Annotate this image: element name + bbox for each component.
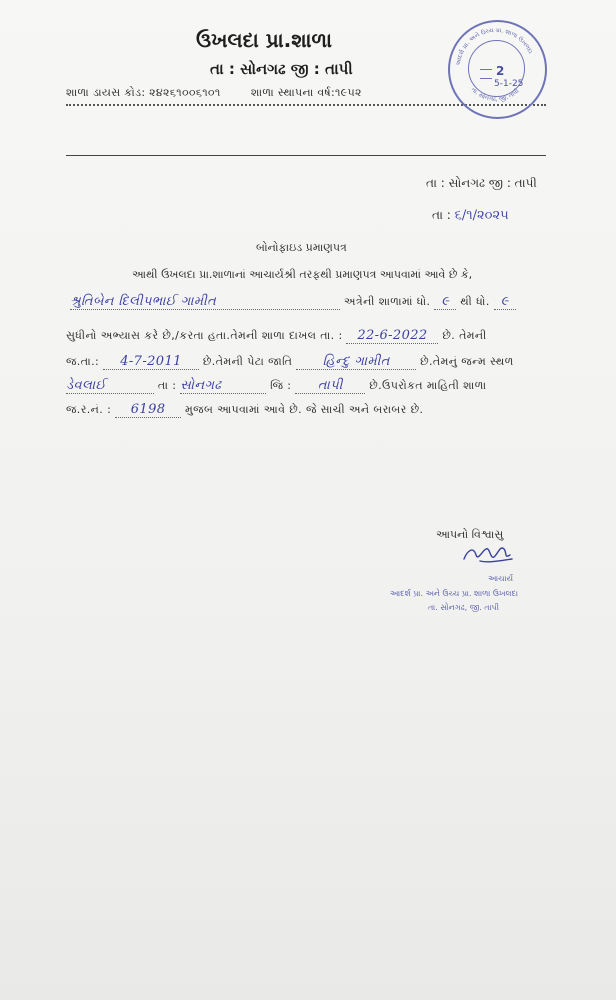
line4-text-b: જિ : <box>270 379 292 392</box>
dice-code: શાળા ડાયસ કોડ: ૨૪૨૬૧૦૦૬૧૦૧ <box>66 86 221 99</box>
certificate-heading: બોનોફાઇડ પ્રમાણપત્ર <box>256 241 347 254</box>
stamp-top-text: આદર્શ પ્રા. અને ઉચ્ચ પ્રા. શાળા ઉખલદા <box>454 26 534 67</box>
line2-text-a: સુધીનો અભ્યાસ કરે છે,/કરતા હતા.તેમની શાળા દાખલ તા. : <box>66 329 343 342</box>
certificate-line-4 <box>66 378 486 394</box>
principal-signature <box>460 539 516 567</box>
school-name: ઉખલદા પ્રા.શાળા <box>196 28 333 52</box>
student-name: શ્રુતિબેન દિલીપભાઈ ગામીત <box>70 294 340 310</box>
established-year: શાળા સ્થાપના વર્ષ:૧૯૫૨ <box>250 86 362 99</box>
header-divider <box>66 155 546 156</box>
certificate-line-2 <box>66 328 487 344</box>
date-prefix: તા : <box>432 208 451 222</box>
line3-text-b: છે.તેમની પેટા જાતિ <box>202 355 293 368</box>
line5-text-b: મુજબ આપવામાં આવે છે. જે સાચી અને બરાબર છે. <box>185 403 424 416</box>
principal-taluka-stamp: તા. સોનગઢ, જી. તાપી <box>428 603 500 612</box>
line4-text-c: છે.ઉપરોકત માહિતી શાળા <box>369 379 487 392</box>
letter-date <box>432 208 509 223</box>
letter-place: તા : સોનગઢ જી : તાપી <box>426 176 537 190</box>
sub-caste: હિન્દુ ગામીત <box>296 354 416 370</box>
std-to: ૯ <box>494 294 516 310</box>
birth-taluka: સોનગઢ <box>180 378 266 394</box>
stamp-ticks <box>480 69 492 79</box>
date-value: ૬/૧/૨૦૨૫ <box>454 208 509 223</box>
birth-date: 4-7-2011 <box>103 354 199 370</box>
gr-number: 6198 <box>115 402 181 418</box>
line5-text-a: જ.ર.નં. : <box>66 403 112 416</box>
birth-district: તાપી <box>295 378 365 394</box>
stamp-date: 5-1-25 <box>494 79 524 89</box>
school-taluka-district: તા : સોનગઢ જી : તાપી <box>210 60 353 78</box>
stamp-bottom-text: તા. સોનગઢ, જી. તાપી <box>469 86 521 103</box>
certificate-intro: આથી ઉખલદા પ્રા.શાળાનાં આચાર્યશ્રી તરફથી પ્રમાણપત્ર આપવામાં આવે છે કે, <box>132 268 473 281</box>
school-round-stamp <box>448 20 547 119</box>
certificate-line-1 <box>70 294 516 310</box>
yours-faithfully: આપનો વિશ્વાસુ <box>436 528 504 541</box>
line3-text-c: છે.તેમનું જન્મ સ્થળ <box>420 355 514 368</box>
line1-text-b: થી ધો. <box>460 295 490 308</box>
line4-text-a: તા : <box>157 379 177 392</box>
certificate-line-3 <box>66 354 514 370</box>
line3-text-a: જ.તા.: <box>66 355 100 368</box>
school-codes-line <box>66 86 362 100</box>
certificate-line-5 <box>66 402 423 418</box>
line1-text-a: અત્રેની શાળામાં ધો. <box>343 295 431 308</box>
admission-date: 22-6-2022 <box>346 328 438 344</box>
birth-place: ડેવલાઈ <box>66 378 154 394</box>
principal-school-stamp: આદર્શ પ્રા. અને ઉચ્ચ પ્રા. શાળા ઉખલદા <box>390 589 519 598</box>
stamp-number: 2 <box>496 64 505 78</box>
principal-title: આચાર્ય <box>488 574 514 583</box>
std-from: ૯ <box>434 294 456 310</box>
line2-text-b: છે. તેમની <box>442 329 487 342</box>
